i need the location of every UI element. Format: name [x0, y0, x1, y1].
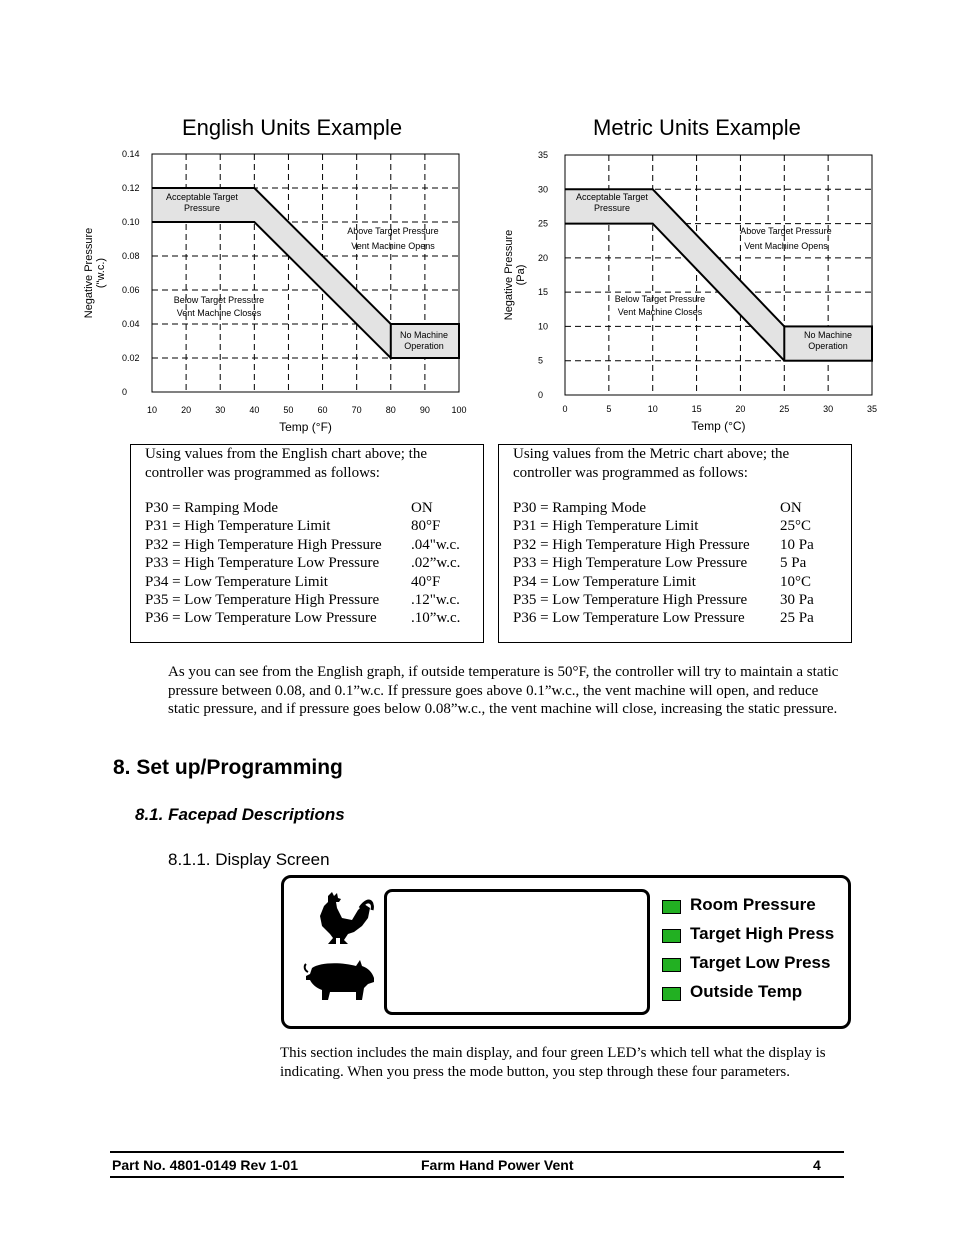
y-axis-label-line: Negative Pressure [503, 229, 515, 321]
y-axis-label [503, 230, 527, 321]
status-led [662, 929, 681, 943]
x-tick-label: 30 [823, 404, 834, 414]
y-axis-label-line: (Pa) [515, 264, 527, 286]
program-row-label: P36 = Low Temperature Low Pressure [513, 610, 745, 627]
x-tick-label: 10 [647, 404, 658, 414]
annotation-below-target: Below Target Pressure [614, 294, 706, 304]
program-row-label: P35 = Low Temperature High Pressure [145, 592, 380, 608]
y-tick-label: 0.04 [122, 319, 140, 329]
x-tick-label: 0 [562, 404, 568, 414]
x-tick-label: 60 [317, 405, 328, 415]
annotation-no-operation: No Machine [803, 330, 853, 340]
display-description: This section includes the main display, and four green LED’s which tell what the display is indicating. When you press the mode button, you step through these four parameters. [280, 1045, 826, 1080]
y-axis-label-line: Negative Pressure [83, 227, 95, 319]
y-tick-label: 5 [538, 355, 544, 366]
x-tick-label: 80 [385, 405, 396, 415]
x-tick-label: 15 [691, 404, 702, 414]
footer-bottom-rule [110, 1176, 844, 1178]
footer-part-number: Part No. 4801-0149 Rev 1-01 [112, 1157, 298, 1173]
x-tick-label: 50 [283, 405, 294, 415]
x-tick-label: 100 [451, 405, 467, 415]
x-tick-label: 35 [866, 404, 878, 414]
x-tick-label: 10 [146, 405, 158, 415]
x-tick-label: 90 [419, 405, 430, 415]
annotation-vent-closes: Vent Machine Closes [617, 307, 703, 317]
program-row-value: 80°F [411, 518, 441, 535]
program-row-label: P34 = Low Temperature Limit [513, 573, 696, 590]
program-row-value: .10”w.c. [411, 610, 461, 627]
annotation-above-target: Above Target Pressure [740, 226, 832, 236]
display-facepad [281, 875, 851, 1029]
annotation-acceptable: Pressure [183, 203, 221, 213]
y-axis-label-line: ("w.c.) [95, 257, 107, 289]
rooster-icon [308, 890, 374, 948]
program-row-value: 30 Pa [780, 592, 814, 608]
x-tick-label: 40 [249, 405, 260, 415]
section-heading: 8. Set up/Programming [113, 756, 343, 779]
program-row-value: ON [411, 500, 433, 516]
program-row-value: 10 Pa [780, 536, 814, 553]
y-axis-label [83, 228, 107, 319]
program-row-value: .12"w.c. [411, 592, 460, 608]
subsection-heading: 8.1. Facepad Descriptions [135, 805, 345, 824]
metric-chart-title: Metric Units Example [593, 115, 801, 140]
program-row-value: 40°F [411, 573, 441, 590]
y-tick-label: 0.12 [122, 183, 140, 193]
footer-page-number: 4 [813, 1157, 821, 1173]
program-row-value: .02”w.c. [411, 555, 461, 572]
program-row-label: P33 = High Temperature Low Pressure [145, 555, 380, 572]
led-label: Target Low Press [690, 953, 831, 972]
y-tick-label: 30 [538, 184, 549, 195]
acceptable-pressure-band [565, 189, 784, 360]
acceptable-pressure-band [152, 188, 391, 358]
status-led [662, 958, 681, 972]
x-axis-label: Temp (°C) [691, 419, 746, 433]
explanation-paragraph: As you can see from the English graph, if outside temperature is 50°F, the controller will try to maintain a static pressure between 0.08, and 0.1”w.c. If pressure goes above 0.1”w.c., the vent machine will open, and reduce static pressure, and if pressure goes below 0.08”w.c., the vent machine will close, increasing the static pressure. [168, 664, 839, 717]
annotation-below-target: Below Target Pressure [173, 295, 265, 305]
y-tick-label: 0 [122, 387, 128, 397]
program-row-label: P35 = Low Temperature High Pressure [513, 592, 748, 608]
x-axis-label: Temp (°F) [279, 420, 332, 434]
program-row-label: P32 = High Temperature High Pressure [145, 536, 382, 553]
metric-programming-box [498, 444, 852, 643]
footer-top-rule [110, 1151, 844, 1153]
annotation-above-target: Above Target Pressure [347, 226, 439, 236]
x-tick-label: 70 [351, 405, 362, 415]
pig-icon [302, 956, 376, 1006]
subsubsection-heading: 8.1.1. Display Screen [168, 850, 330, 869]
led-label: Outside Temp [690, 982, 803, 1001]
program-row-label: P31 = High Temperature Limit [145, 518, 331, 535]
y-tick-label: 0.02 [122, 353, 140, 363]
program-row-value: ON [780, 500, 802, 516]
footer-title: Farm Hand Power Vent [421, 1157, 574, 1173]
annotation-no-operation: No Machine [399, 330, 449, 340]
annotation-acceptable: Acceptable Target [576, 192, 648, 202]
y-tick-label: 15 [538, 287, 549, 298]
y-tick-label: 25 [538, 218, 549, 229]
annotation-no-operation: Operation [404, 341, 444, 351]
english-box-intro: Using values from the English chart above; the controller was programmed as follows: [145, 446, 428, 481]
program-row-label: P36 = Low Temperature Low Pressure [145, 610, 377, 627]
y-tick-label: 0.08 [122, 251, 140, 261]
x-tick-label: 20 [735, 404, 746, 414]
program-row-label: P32 = High Temperature High Pressure [513, 536, 750, 553]
led-label: Room Pressure [690, 895, 816, 914]
annotation-no-operation: Operation [808, 341, 848, 351]
x-tick-label: 5 [606, 404, 612, 414]
program-row-value: 10°C [780, 573, 812, 590]
program-row-label: P33 = High Temperature Low Pressure [513, 555, 748, 572]
annotation-acceptable: Acceptable Target [166, 192, 238, 202]
annotation-vent-opens: Vent Machine Opens [351, 241, 435, 251]
program-row-value: 25°C [780, 518, 812, 535]
annotation-vent-opens: Vent Machine Opens [744, 241, 828, 251]
program-row-label: P34 = Low Temperature Limit [145, 573, 328, 590]
metric-box-intro: Using values from the Metric chart above; the controller was programmed as follows: [513, 446, 790, 481]
status-led [662, 987, 681, 1001]
x-tick-label: 25 [779, 404, 790, 414]
led-label: Target High Press [690, 924, 835, 943]
y-tick-label: 0 [538, 390, 544, 400]
status-led [662, 900, 681, 914]
program-row-label: P30 = Ramping Mode [145, 500, 279, 516]
english-programming-box [130, 444, 484, 643]
y-tick-label: 0.06 [122, 285, 140, 295]
program-row-value: 25 Pa [780, 610, 814, 627]
y-tick-label: 35 [538, 150, 549, 160]
y-tick-label: 0.14 [122, 149, 140, 159]
english-chart-title: English Units Example [182, 115, 403, 140]
main-display-lcd [384, 889, 650, 1015]
program-row-value: 5 Pa [780, 555, 807, 572]
x-tick-label: 20 [181, 405, 192, 415]
y-tick-label: 10 [538, 321, 549, 332]
y-tick-label: 20 [538, 252, 549, 263]
x-tick-label: 30 [215, 405, 226, 415]
program-row-value: .04"w.c. [411, 536, 460, 553]
metric-chart [500, 145, 890, 435]
english-chart [80, 145, 480, 435]
annotation-acceptable: Pressure [593, 203, 631, 213]
annotation-vent-closes: Vent Machine Closes [176, 308, 262, 318]
y-tick-label: 0.10 [122, 217, 140, 227]
program-row-label: P30 = Ramping Mode [513, 500, 647, 516]
program-row-label: P31 = High Temperature Limit [513, 518, 699, 535]
